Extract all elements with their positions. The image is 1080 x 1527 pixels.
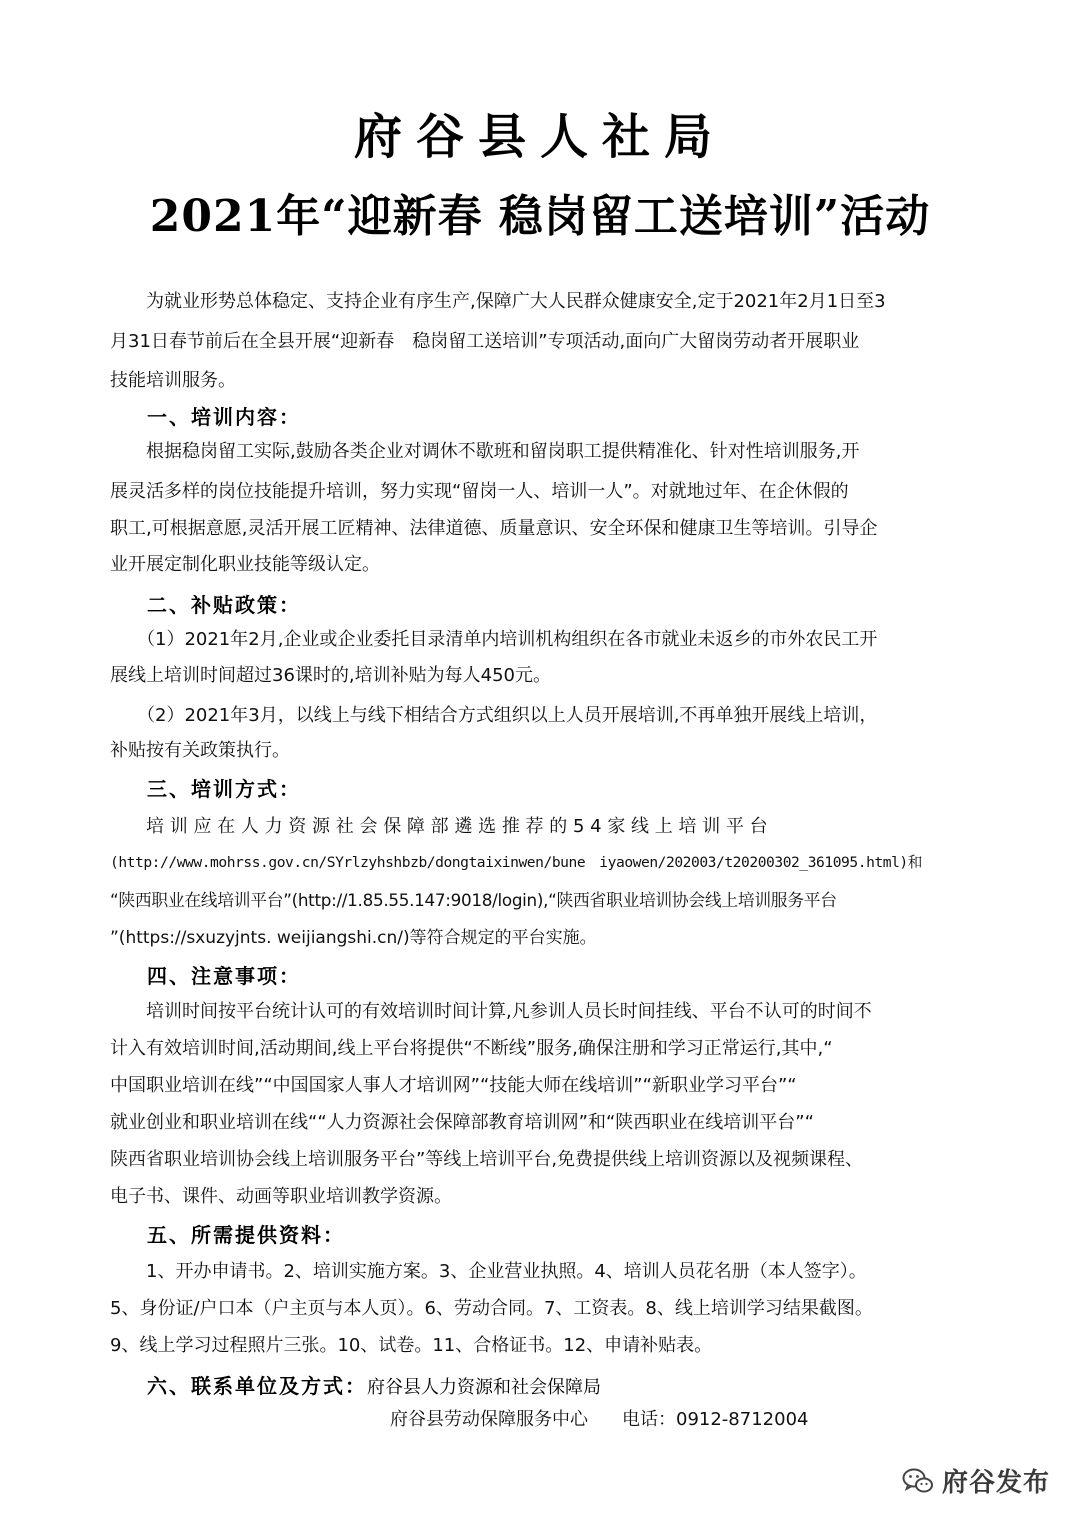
document-subtitle: 2021年“迎新春 稳岗留工送培训”活动 [149,191,931,242]
watermark-text: 府谷发布 [942,1468,1051,1498]
document-title: 府谷县人社局 [353,109,726,165]
section-heading-training-content: 一、培训内容： [147,405,301,429]
url-line: ”(https://sxuzyjnts. weijiangshi.cn/)等符合规定的平台实施。 [110,928,597,948]
paragraph-line: 陕西省职业培训协会线上培训服务平台”等线上培训平台,免费提供线上培训资源以及视频课程、 [110,1149,864,1170]
paragraph-line: 培训时间按平台统计认可的有效培训时间计算,凡参训人员长时间挂线、平台不认可的时间不 [110,1001,872,1022]
paragraph-line: 5、身份证/户口本（户主页与本人页）。6、劳动合同。7、工资表。8、线上培训学习结果截图。 [110,1298,873,1319]
contact-org-1: 府谷县人力资源和社会保障局 [367,1377,601,1398]
section-heading-subsidy-policy: 二、补贴政策： [147,593,301,617]
paragraph-line: 培 训 应 在 人 力 资 源 社 会 保 障 部 遴 选 推 荐 的 5 4 家 线 上 培 训 平 台 [110,816,768,837]
section-heading-contact [147,1373,601,1401]
paragraph-line: 就业创业和职业培训在线““人力资源社会保障部教育培训网”和“陕西职业在线培训平台”“ [110,1112,814,1133]
contact-org-2: 府谷县劳动保障服务中心 [390,1409,588,1430]
watermark [902,1462,1050,1499]
intro-line: 为就业形势总体稳定、支持企业有序生产,保障广大人民群众健康安全,定于2021年2月1日至3 [110,291,886,312]
paragraph-line: 中国职业培训在线”“中国国家人事人才培训网”“技能大师在线培训”“新职业学习平台”“ [110,1075,797,1096]
paragraph-line: 计入有效培训时间,活动期间,线上平台将提供“不断线”服务,确保注册和学习正常运行,其中,“ [110,1038,833,1059]
contact-phone: 电话：0912-8712004 [622,1409,809,1430]
paragraph-line: 电子书、课件、动画等职业培训教学资源。 [110,1186,452,1207]
url-line: “陕西职业在线培训平台”(http://1.85.55.147:9018/login),“陕西省职业培训协会线上培训服务平台 [110,890,837,910]
section-heading-required-materials: 五、所需提供资料： [147,1223,345,1247]
paragraph-line: （1）2021年2月,企业或企业委托目录清单内培训机构组织在各市就业未返乡的市外农民工开 [110,629,878,650]
paragraph-line: 补贴按有关政策执行。 [110,740,290,761]
paragraph-line: （2）2021年3月，以线上与线下相结合方式组织以上人员开展培训,不再单独开展线上培训， [110,705,878,726]
wechat-icon [902,1467,934,1495]
section-heading-training-method: 三、培训方式： [147,777,301,801]
paragraph-line: 展线上培训时间超过36课时的,培训补贴为每人450元。 [110,665,551,686]
paragraph-line: 职工,可根据意愿,灵活开展工匠精神、法律道德、质量意识、安全环保和健康卫生等培训。引导企 [110,518,878,539]
intro-line: 技能培训服务。 [110,370,236,391]
paragraph-line: 1、开办申请书。2、培训实施方案。3、企业营业执照。4、培训人员花名册（本人签字）。 [110,1261,867,1282]
paragraph-line: 业开展定制化职业技能等级认定。 [110,554,380,575]
paragraph-line: 展灵活多样的岗位技能提升培训，努力实现“留岗一人、培训一人”。对就地过年、在企休假的 [110,481,849,502]
contact-heading-label: 六、联系单位及方式： [147,1374,367,1398]
section-heading-notes: 四、注意事项： [147,964,301,988]
paragraph-line: 根据稳岗留工实际,鼓励各类企业对调休不歇班和留岗职工提供精准化、针对性培训服务,开 [110,441,860,462]
intro-line: 月31日春节前后在全县开展“迎新春 稳岗留工送培训”专项活动,面向广大留岗劳动者开展职业 [110,331,860,352]
url-line: (http://www.mohrss.gov.cn/SYrlzyhshbzb/dongtaixinwen/bune iyaowen/202003/t20200302_361095.html)和 [110,854,922,871]
contact-line-2 [390,1408,808,1432]
paragraph-line: 9、线上学习过程照片三张。10、试卷。11、合格证书。12、申请补贴表。 [110,1335,713,1356]
